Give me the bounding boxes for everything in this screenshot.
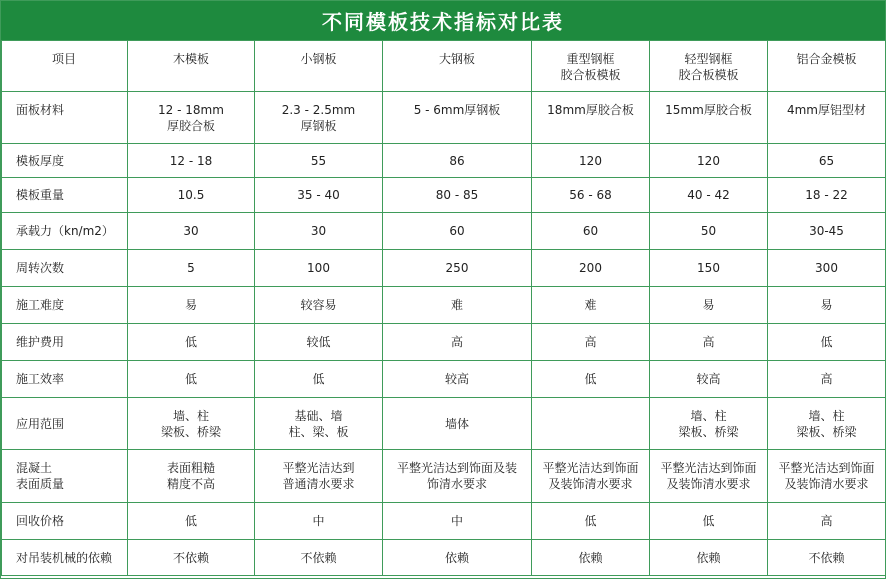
header-cell: 重型钢框 胶合板模板 bbox=[532, 41, 650, 92]
table-cell: 40 - 42 bbox=[650, 178, 768, 213]
header-cell: 小钢板 bbox=[255, 41, 383, 92]
header-cell: 轻型钢框 胶合板模板 bbox=[650, 41, 768, 92]
table-cell: 50 bbox=[650, 213, 768, 250]
row-label: 对吊装机械的依赖 bbox=[2, 540, 128, 576]
table-cell: 依赖 bbox=[383, 540, 532, 576]
table-cell: 高 bbox=[532, 324, 650, 361]
table-cell: 平整光洁达到 普通清水要求 bbox=[255, 450, 383, 503]
row-label: 回收价格 bbox=[2, 503, 128, 540]
table-row bbox=[2, 503, 886, 540]
table-cell: 55 bbox=[255, 144, 383, 178]
table-cell: 18mm厚胶合板 bbox=[532, 92, 650, 144]
table-cell: 60 bbox=[532, 213, 650, 250]
table-row bbox=[2, 144, 886, 178]
table-row bbox=[2, 324, 886, 361]
table-cell: 2.3 - 2.5mm 厚钢板 bbox=[255, 92, 383, 144]
table-cell: 不依赖 bbox=[768, 540, 886, 576]
table-cell: 墙、柱 梁板、桥梁 bbox=[650, 398, 768, 450]
header-cell-item: 项目 bbox=[2, 41, 128, 92]
row-label: 面板材料 bbox=[2, 92, 128, 144]
row-label: 施工难度 bbox=[2, 287, 128, 324]
table-cell: 200 bbox=[532, 250, 650, 287]
table-cell: 低 bbox=[128, 503, 255, 540]
table-cell: 不依赖 bbox=[255, 540, 383, 576]
table-row bbox=[2, 250, 886, 287]
table-row bbox=[2, 540, 886, 576]
table-cell: 较高 bbox=[383, 361, 532, 398]
table-cell: 120 bbox=[532, 144, 650, 178]
table-row bbox=[2, 361, 886, 398]
row-label: 周转次数 bbox=[2, 250, 128, 287]
table-cell: 86 bbox=[383, 144, 532, 178]
table-cell: 依赖 bbox=[650, 540, 768, 576]
table-cell: 高 bbox=[383, 324, 532, 361]
table-cell: 高 bbox=[650, 324, 768, 361]
table-cell: 5 - 6mm厚钢板 bbox=[383, 92, 532, 144]
table-body bbox=[2, 41, 886, 576]
table-cell: 平整光洁达到饰面及装 饰清水要求 bbox=[383, 450, 532, 503]
table-cell: 30 bbox=[128, 213, 255, 250]
table-cell: 250 bbox=[383, 250, 532, 287]
table-cell: 低 bbox=[650, 503, 768, 540]
table-cell: 高 bbox=[768, 503, 886, 540]
table-row bbox=[2, 178, 886, 213]
table-cell: 难 bbox=[383, 287, 532, 324]
table-cell: 墙体 bbox=[383, 398, 532, 450]
header-cell: 木模板 bbox=[128, 41, 255, 92]
table-cell: 30 bbox=[255, 213, 383, 250]
table-cell: 低 bbox=[768, 324, 886, 361]
row-label: 施工效率 bbox=[2, 361, 128, 398]
table-row bbox=[2, 287, 886, 324]
table-cell: 较容易 bbox=[255, 287, 383, 324]
table-cell: 低 bbox=[532, 503, 650, 540]
table-cell: 80 - 85 bbox=[383, 178, 532, 213]
table-cell: 易 bbox=[650, 287, 768, 324]
row-label: 应用范围 bbox=[2, 398, 128, 450]
table-cell: 中 bbox=[255, 503, 383, 540]
table-cell: 150 bbox=[650, 250, 768, 287]
table-cell: 高 bbox=[768, 361, 886, 398]
table-cell: 易 bbox=[768, 287, 886, 324]
table-cell: 易 bbox=[128, 287, 255, 324]
table-cell: 表面粗糙 精度不高 bbox=[128, 450, 255, 503]
table-cell: 墙、柱 梁板、桥梁 bbox=[768, 398, 886, 450]
table-cell: 平整光洁达到饰面 及装饰清水要求 bbox=[650, 450, 768, 503]
table-cell: 依赖 bbox=[532, 540, 650, 576]
table-row bbox=[2, 450, 886, 503]
row-label: 混凝土 表面质量 bbox=[2, 450, 128, 503]
table-row bbox=[2, 92, 886, 144]
row-label: 模板厚度 bbox=[2, 144, 128, 178]
table-cell: 较低 bbox=[255, 324, 383, 361]
table-cell: 60 bbox=[383, 213, 532, 250]
header-row bbox=[2, 41, 886, 92]
row-label: 模板重量 bbox=[2, 178, 128, 213]
table-cell: 难 bbox=[532, 287, 650, 324]
comparison-table bbox=[1, 40, 886, 576]
table-cell: 低 bbox=[532, 361, 650, 398]
header-cell: 大钢板 bbox=[383, 41, 532, 92]
table-cell: 低 bbox=[255, 361, 383, 398]
table-cell: 35 - 40 bbox=[255, 178, 383, 213]
table-cell: 15mm厚胶合板 bbox=[650, 92, 768, 144]
table-cell: 12 - 18mm 厚胶合板 bbox=[128, 92, 255, 144]
table-cell: 墙、柱 梁板、桥梁 bbox=[128, 398, 255, 450]
table-cell: 12 - 18 bbox=[128, 144, 255, 178]
table-row bbox=[2, 213, 886, 250]
table-cell: 30-45 bbox=[768, 213, 886, 250]
table-cell: 中 bbox=[383, 503, 532, 540]
table-cell: 10.5 bbox=[128, 178, 255, 213]
table-cell: 低 bbox=[128, 324, 255, 361]
table-cell: 低 bbox=[128, 361, 255, 398]
table-title: 不同模板技术指标对比表 bbox=[1, 1, 885, 40]
table-row bbox=[2, 398, 886, 450]
table-cell: 基础、墙 柱、梁、板 bbox=[255, 398, 383, 450]
table-cell bbox=[532, 398, 650, 450]
row-label: 维护费用 bbox=[2, 324, 128, 361]
header-cell: 铝合金模板 bbox=[768, 41, 886, 92]
table-cell: 4mm厚铝型材 bbox=[768, 92, 886, 144]
table-cell: 不依赖 bbox=[128, 540, 255, 576]
table-cell: 56 - 68 bbox=[532, 178, 650, 213]
table-cell: 5 bbox=[128, 250, 255, 287]
table-cell: 100 bbox=[255, 250, 383, 287]
table-cell: 120 bbox=[650, 144, 768, 178]
table-cell: 300 bbox=[768, 250, 886, 287]
table-cell: 18 - 22 bbox=[768, 178, 886, 213]
row-label: 承载力（kn/m2） bbox=[2, 213, 128, 250]
table-cell: 平整光洁达到饰面 及装饰清水要求 bbox=[532, 450, 650, 503]
table-cell: 较高 bbox=[650, 361, 768, 398]
table-cell: 65 bbox=[768, 144, 886, 178]
table-cell: 平整光洁达到饰面 及装饰清水要求 bbox=[768, 450, 886, 503]
